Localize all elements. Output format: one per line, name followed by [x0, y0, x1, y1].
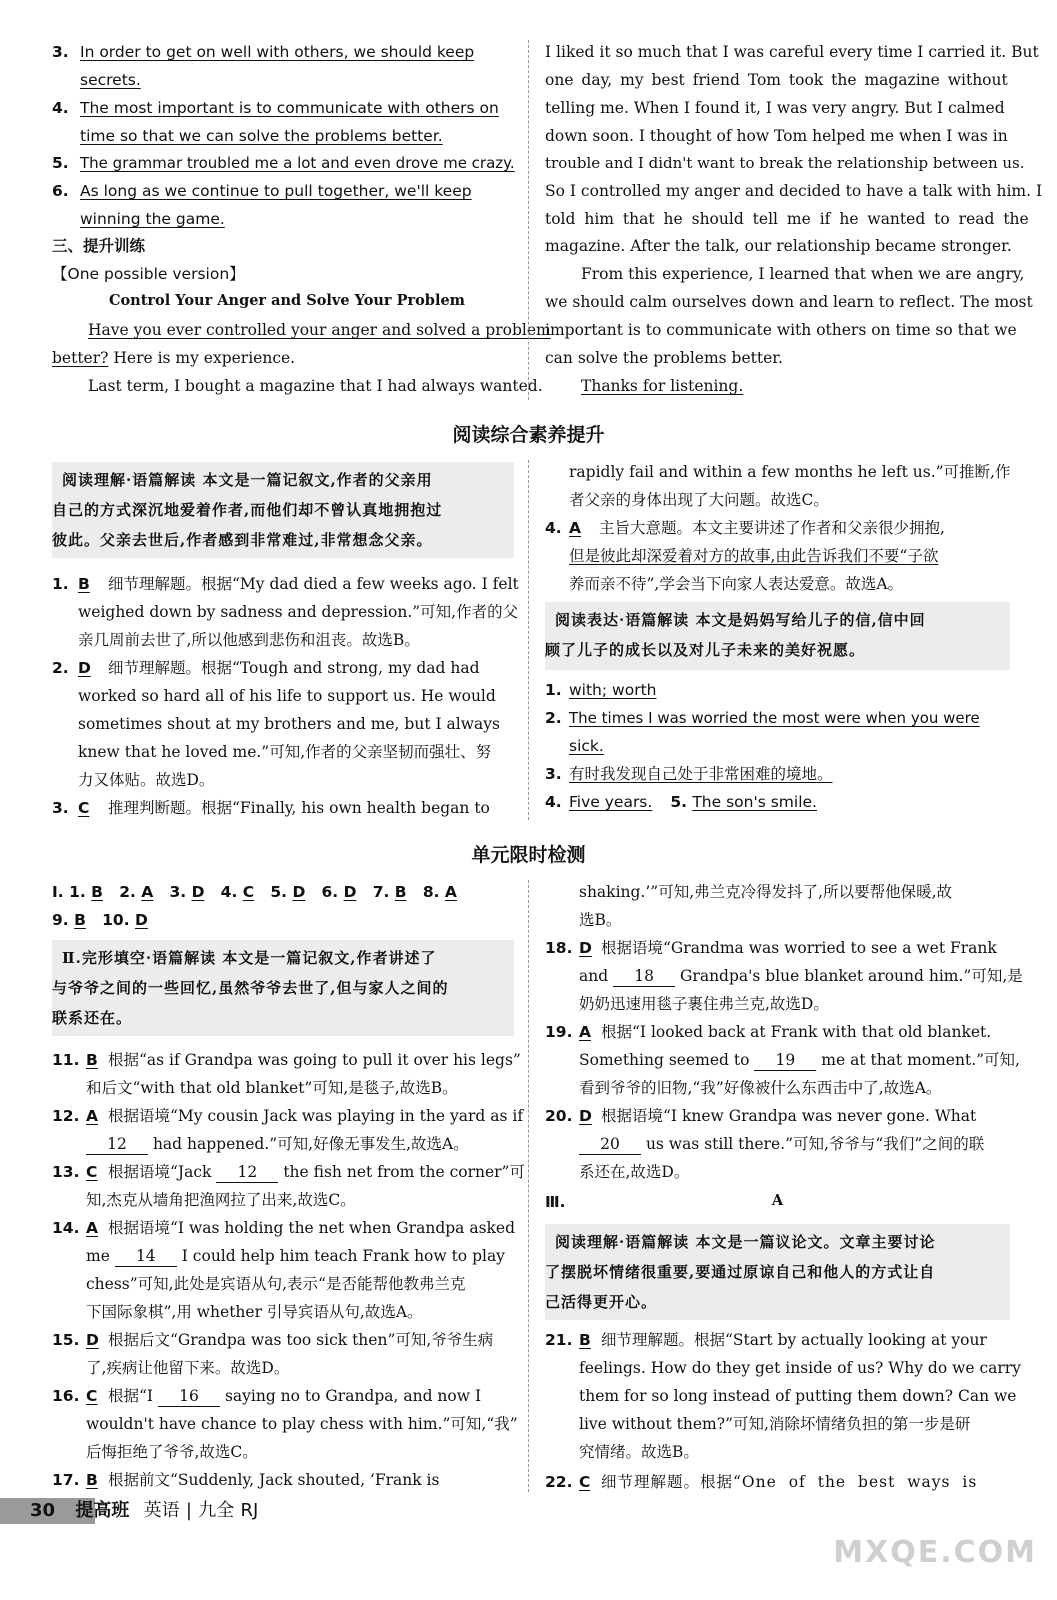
essay-line: trouble and I didn't want to break the relationship between us. — [545, 154, 1025, 172]
answer-5: 5. The grammar troubled me a lot and even drove me crazy. — [52, 154, 515, 172]
question-16-line: 后悔拒绝了爷爷,故选C。 — [86, 1443, 258, 1461]
answer-4: 4. The most important is to communicate with others on — [52, 99, 499, 117]
essay-line: we should calm ourselves down and learn to reflect. The most — [545, 293, 1033, 311]
question-16: 16. C 根据“I 16 saying no to Grandpa, and now I — [52, 1387, 482, 1405]
question-17-cont: shaking.’”可知,弗兰克冷得发抖了,所以要帮他保暖,故 — [579, 883, 952, 901]
blank: 18 — [613, 966, 675, 987]
question-3-cont: rapidly fail and within a few months he left us.”可推断,作 — [569, 463, 1011, 481]
summary-line: 阅读理解·语篇解读 本文是一篇议论文。文章主要讨论 — [555, 1233, 936, 1251]
essay-line: I liked it so much that I was careful every time I carried it. But — [545, 43, 1039, 61]
question-11-line: 和后文“with that old blanket”可知,是毯子,故选B。 — [86, 1079, 458, 1097]
blank: 20 — [579, 1134, 641, 1155]
column-divider — [528, 460, 529, 820]
question-2-line: worked so hard all of his life to support us. He would — [78, 687, 496, 705]
answer-3: 3. In order to get on well with others, we should keep — [52, 43, 475, 61]
essay-line: So I controlled my anger and decided to have a talk with him. I — [545, 182, 1043, 200]
question-19-line: Something seemed to 19 me at that moment.”可知, — [579, 1051, 1020, 1069]
essay-line: told him that he should tell me if he wanted to read the — [545, 210, 1029, 228]
question-21-line: 究情绪。故选B。 — [579, 1443, 699, 1461]
blank: 19 — [754, 1050, 816, 1071]
question-20: 20. D 根据语境“I knew Grandpa was never gone. What — [545, 1107, 977, 1125]
question-21-line: them for so long instead of putting them down? Can we — [579, 1387, 1017, 1405]
question-19: 19. A 根据“I looked back at Frank with that old blanket. — [545, 1023, 992, 1041]
essay-line: telling me. When I found it, I was very angry. But I calmed — [545, 99, 1005, 117]
question-1-line: 亲几周前去世了,所以他感到悲伤和沮丧。故选B。 — [78, 631, 420, 649]
expression-3: 3. 有时我发现自己处于非常困难的境地。 — [545, 765, 833, 783]
question-3-cont: 者父亲的身体出现了大问题。故选C。 — [569, 491, 829, 509]
essay-line: From this experience, I learned that when we are angry, — [581, 265, 1025, 283]
question-22: 22. C 细节理解题。根据“One of the best ways is — [545, 1473, 978, 1491]
expression-2: 2. The times I was worried the most were when you were — [545, 709, 980, 727]
question-1-line: weighed down by sadness and depression.”可知,作者的父 — [78, 603, 519, 621]
summary-line: 阅读理解·语篇解读 本文是一篇记叙文,作者的父亲用 — [62, 471, 433, 489]
essay-p1-cont: better? Here is my experience. — [52, 349, 296, 367]
grade-name: 九全 — [198, 1500, 235, 1521]
blank: 14 — [115, 1246, 177, 1267]
summary-line: 彼此。父亲去世后,作者感到非常难过,非常想念父亲。 — [52, 531, 433, 549]
question-12-line: 12 had happened.”可知,好像无事发生,故选A。 — [86, 1134, 469, 1155]
question-4: 4. A 主旨大意题。本文主要讲述了作者和父亲很少拥抱, — [545, 519, 945, 537]
column-divider — [528, 880, 529, 1492]
question-14-line: chess”可知,此处是宾语从句,表示“是否能帮他教弗兰克 — [86, 1275, 466, 1293]
section-heading-3: 三、提升训练 — [52, 237, 146, 255]
question-20-line: 20 us was still there.”可知,爷爷与“我们”之间的联 — [579, 1134, 984, 1155]
summary-line: 阅读表达·语篇解读 本文是妈妈写给儿子的信,信中回 — [555, 611, 926, 629]
summary-line: 了摆脱坏情绪很重要,要通过原谅自己和他人的方式让自 — [545, 1263, 936, 1281]
question-2-line: 力又体贴。故选D。 — [78, 771, 215, 789]
question-15: 15. D 根据后文“Grandpa was too sick then”可知,爷爷生病 — [52, 1331, 494, 1349]
question-17-cont: 选B。 — [579, 911, 622, 929]
summary-line: Ⅱ.完形填空·语篇解读 本文是一篇记叙文,作者讲述了 — [62, 949, 437, 967]
part-a-label: A — [771, 1192, 784, 1209]
question-18: 18. D 根据语境“Grandma was worried to see a wet Frank — [545, 939, 997, 957]
question-4-line: 但是彼此却深爱着对方的故事,由此告诉我们不要“子欲 — [569, 547, 939, 565]
essay-line: down soon. I thought of how Tom helped me when I was in — [545, 127, 1008, 145]
question-21-line: feelings. How do they get inside of us? Why do we carry — [579, 1359, 1021, 1377]
summary-line: 顾了儿子的成长以及对儿子未来的美好祝愿。 — [545, 641, 866, 659]
question-2-line: sometimes shout at my brothers and me, but I always — [78, 715, 500, 733]
blank: 12 — [86, 1134, 148, 1155]
version-label: 【One possible version】 — [52, 265, 245, 283]
essay-p2: Last term, I bought a magazine that I had always wanted. — [88, 377, 543, 395]
summary-line: 己活得更开心。 — [545, 1293, 658, 1311]
question-18-line: and 18 Grandpa's blue blanket around him.”可知,是 — [579, 967, 1023, 985]
summary-line: 与爷爷之间的一些回忆,虽然爷爷去世了,但与家人之间的 — [52, 979, 449, 997]
question-13: 13. C 根据语境“Jack 12 the fish net from the corner”可 — [52, 1163, 525, 1181]
question-16-line: wouldn't have chance to play chess with him.”可知,“我” — [86, 1415, 518, 1433]
column-divider — [528, 40, 529, 400]
question-3: 3. C 推理判断题。根据“Finally, his own health began to — [52, 799, 490, 817]
question-21-line: live without them?”可知,消除坏情绪负担的第一步是研 — [579, 1415, 971, 1433]
section-roman-3: Ⅲ. — [545, 1193, 566, 1211]
page-footer: 30 提高班 英语 | 九全 RJ — [30, 1500, 259, 1521]
question-12: 12. A 根据语境“My cousin Jack was playing in the yard as if — [52, 1107, 524, 1125]
question-2-line: knew that he loved me.”可知,作者的父亲坚韧而强壮、努 — [78, 743, 492, 761]
essay-line: can solve the problems better. — [545, 349, 783, 367]
question-21: 21. B 细节理解题。根据“Start by actually looking at your — [545, 1331, 987, 1349]
question-11: 11. B 根据“as if Grandpa was going to pull it over his legs” — [52, 1051, 521, 1069]
summary-line: 联系还在。 — [52, 1009, 133, 1027]
question-4-line: 养而亲不待”,学会当下向家人表达爱意。故选A。 — [569, 575, 904, 593]
question-15-line: 了,疾病让他留下来。故选D。 — [86, 1359, 290, 1377]
question-2: 2. D 细节理解题。根据“Tough and strong, my dad had — [52, 659, 480, 677]
watermark: MXQE.COM — [833, 1535, 1037, 1570]
essay-line: important is to communicate with others on time so that we — [545, 321, 1017, 339]
expression-4-5: 4. Five years. 5. The son's smile. — [545, 793, 817, 811]
answer-4-cont: time so that we can solve the problems better. — [80, 127, 443, 145]
question-13-line: 知,杰克从墙角把渔网拉了出来,故选C。 — [86, 1191, 356, 1209]
blank: 12 — [216, 1162, 278, 1183]
essay-p1: Have you ever controlled your anger and solved a problem — [88, 321, 551, 339]
essay-title: Control Your Anger and Solve Your Problem — [108, 292, 466, 309]
essay-line: one day, my best friend Tom took the magazine without — [545, 71, 1008, 89]
multiple-choice-row-2: 9. B 10. D — [52, 911, 148, 929]
section-title-unit-test: 单元限时检测 — [471, 844, 586, 866]
blank: 16 — [158, 1386, 220, 1407]
question-18-line: 奶奶迅速用毯子裹住弗兰克,故选D。 — [579, 995, 829, 1013]
question-14: 14. A 根据语境“I was holding the net when Grandpa asked — [52, 1219, 516, 1237]
answer-6: 6. As long as we continue to pull together, we'll keep — [52, 182, 472, 200]
answer-6-cont: winning the game. — [80, 210, 225, 228]
answer-3-cont: secrets. — [80, 71, 141, 89]
question-1: 1. B 细节理解题。根据“My dad died a few weeks ago. I felt — [52, 575, 519, 593]
expression-2-cont: sick. — [569, 737, 604, 755]
multiple-choice-row-1: Ⅰ. 1. B 2. A 3. D 4. C 5. D 6. D 7. B 8. A — [52, 883, 457, 901]
question-19-line: 看到爷爷的旧物,“我”好像被什么东西击中了,故选A。 — [579, 1079, 942, 1097]
section-title-reading: 阅读综合素养提升 — [452, 424, 605, 446]
essay-line: magazine. After the talk, our relationship became stronger. — [545, 237, 1012, 255]
essay-closing: Thanks for listening. — [581, 377, 744, 395]
subject-name: 英语 — [143, 1500, 180, 1521]
edition-name: RJ — [240, 1500, 259, 1521]
question-17: 17. B 根据前文“Suddenly, Jack shouted, ‘Frank is — [52, 1471, 440, 1489]
page-number: 30 — [30, 1500, 56, 1521]
expression-1: 1. with; worth — [545, 681, 657, 699]
question-20-line: 系还在,故选D。 — [579, 1163, 690, 1181]
question-14-line: 下国际象棋”,用 whether 引导宾语从句,故选A。 — [86, 1303, 423, 1321]
question-14-line: me 14 I could help him teach Frank how to play — [86, 1247, 505, 1265]
series-name: 提高班 — [75, 1500, 130, 1521]
summary-line: 自己的方式深沉地爱着作者,而他们却不曾认真地拥抱过 — [52, 501, 443, 519]
